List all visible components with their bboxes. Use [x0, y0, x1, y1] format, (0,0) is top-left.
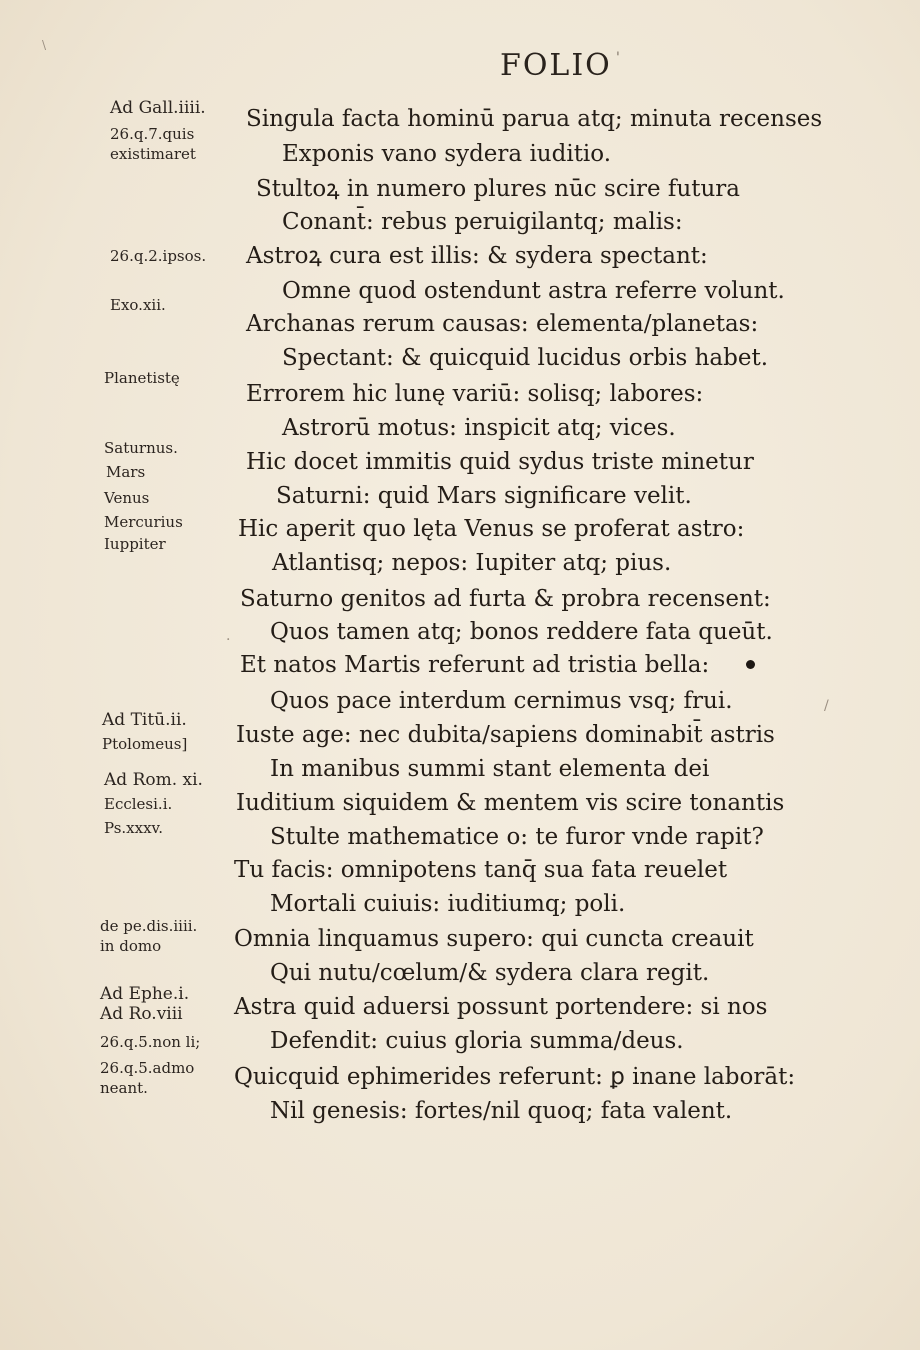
verse-line: Iuditium siquidem & mentem vis scire tonantis [236, 790, 785, 816]
verse-line: Defendit: cuius gloria summa/deus. [270, 1028, 684, 1054]
verse-line: Spectant: & quicquid lucidus orbis habet. [282, 345, 769, 371]
heading-tick: ' [616, 50, 620, 66]
margin-note: 26.q.2.ipsos. [110, 247, 207, 265]
verse-line: Stulte mathematice o: te furor vnde rapit? [270, 824, 764, 850]
margin-note: Mars [106, 463, 146, 481]
verse-line: Hic aperit quo lęta Venus se proferat astro: [238, 516, 745, 542]
margin-note: Ecclesi.i. [104, 795, 173, 813]
margin-note: 26.q.5.admo [100, 1059, 195, 1077]
verse-line: Iuste age: nec dubita/sapiens dominabit̄ astris [236, 722, 775, 748]
margin-note: 26.q.7.quis [110, 125, 195, 143]
verse-line: Saturno genitos ad furta & probra recensent: [240, 586, 771, 612]
verse-line: Archanas rerum causas: elementa/planetas: [246, 311, 759, 337]
margin-note: Exo.xii. [110, 296, 166, 314]
verse-line: In manibus summi stant elementa dei [270, 756, 710, 782]
margin-note: neant. [100, 1079, 148, 1097]
folio-heading: FOLIO [500, 48, 612, 83]
verse-line: Astra quid aduersi possunt portendere: si nos [234, 994, 768, 1020]
margin-note: Ad Rom. xi. [104, 770, 203, 790]
verse-line: Stultoꝝ in numero plures nūc scire futura [256, 176, 741, 202]
margin-note: Mercurius [104, 513, 183, 531]
margin-note: Ad Ephe.i. [100, 984, 190, 1004]
verse-line: Errorem hic lunę variū: solisq; labores: [246, 381, 704, 407]
margin-note: Ps.xxxv. [104, 819, 163, 837]
verse-line: Saturni: quid Mars significare velit. [276, 483, 692, 509]
verse-line: Hic docet immitis quid sydus triste minetur [246, 449, 754, 475]
verse-line: Conant̄: rebus peruigilantq; malis: [282, 209, 683, 235]
verse-line: Nil genesis: fortes/nil quoq; fata valent. [270, 1098, 733, 1124]
verse-line: Quos pace interdum cernimus vsq; frui. [270, 688, 733, 714]
margin-note: in domo [100, 937, 162, 955]
margin-note: Saturnus. [104, 439, 178, 457]
verse-line: Singula facta hominū parua atq; minuta recenses [246, 106, 823, 132]
margin-note: Ptolomeus] [102, 735, 188, 753]
ink-speck: / [824, 698, 829, 714]
margin-note: Iuppiter [104, 535, 166, 553]
margin-note: Ad Gall.iiii. [110, 98, 206, 118]
bullet-mark [746, 660, 755, 669]
margin-note: Planetistę [104, 369, 180, 387]
margin-note: Venus [104, 489, 150, 507]
corner-mark: \ [42, 38, 47, 52]
verse-line: Mortali cuiuis: iuditiumq; poli. [270, 891, 626, 917]
verse-line: Exponis vano sydera iuditio. [282, 141, 612, 167]
verse-line: Astroꝝ cura est illis: & sydera spectant: [246, 243, 708, 269]
verse-line: Quos tamen atq; bonos reddere fata queūt. [270, 619, 773, 645]
verse-line: Omnia linquamus supero: qui cuncta creauit [234, 926, 754, 952]
margin-note: Ad Ro.viii [100, 1004, 183, 1024]
verse-line: Omne quod ostendunt astra referre volunt. [282, 278, 785, 304]
verse-line: Atlantisq; nepos: Iupiter atq; pius. [272, 550, 672, 576]
verse-line: Astrorū motus: inspicit atq; vices. [282, 415, 676, 441]
verse-line: Et natos Martis referunt ad tristia bella: [240, 652, 710, 678]
margin-note: Ad Titū.ii. [102, 710, 187, 730]
margin-note: de pe.dis.iiii. [100, 917, 198, 935]
verse-line: Tu facis: omnipotens tanq̄ sua fata reuelet [234, 857, 728, 883]
verse-line: Qui nutu/cœlum/& sydera clara regit. [270, 960, 710, 986]
margin-note: 26.q.5.non li; [100, 1033, 201, 1051]
verse-line: Quicquid ephimerides referunt: ꝑ inane laborāt: [234, 1064, 796, 1090]
margin-note: existimaret [110, 145, 196, 163]
ink-speck: . [226, 628, 231, 644]
